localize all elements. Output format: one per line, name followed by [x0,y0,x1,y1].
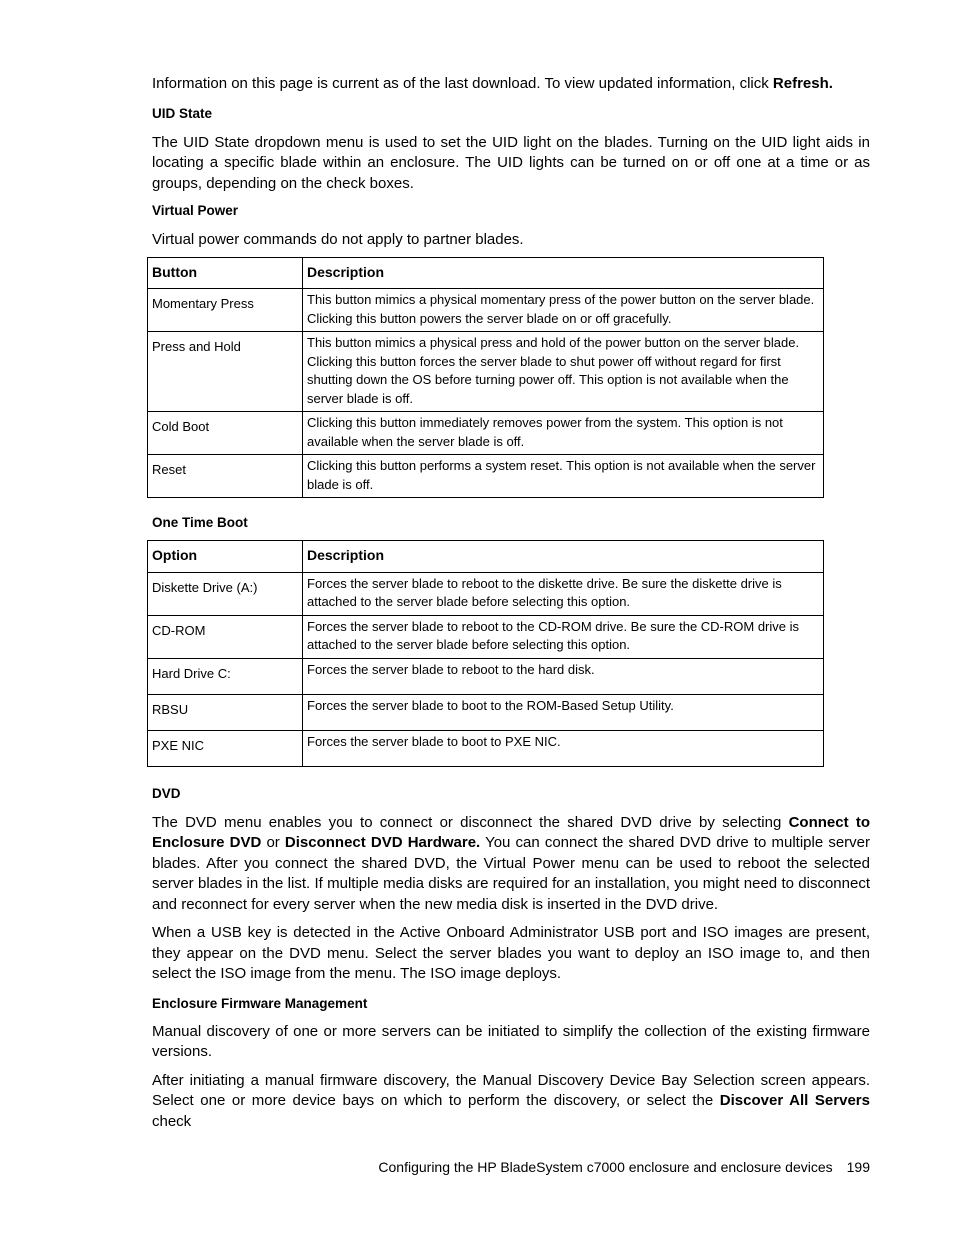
table-cell: CD-ROM [148,615,303,658]
table-header-cell: Option [148,541,303,573]
table-cell: Forces the server blade to reboot to the hard disk. [303,658,824,694]
enclosure-firmware-paragraph-2: After initiating a manual firmware discovery, the Manual Discovery Device Bay Selection screen appears. Select one or more device bays on which to perform the discovery, or select the Discover All Servers check [152,1071,870,1130]
table-cell: Press and Hold [148,332,303,412]
virtual-power-paragraph: Virtual power commands do not apply to partner blades. [152,231,524,248]
table-header-cell: Description [303,257,824,289]
table-cell: Forces the server blade to boot to the ROM-Based Setup Utility. [303,694,824,730]
enclosure-firmware-paragraph-1: Manual discovery of one or more servers can be initiated to simplify the collection of the existing firmware versions. [152,1022,870,1060]
table-cell: RBSU [148,694,303,730]
table-cell: Cold Boot [148,412,303,455]
table-header-row [148,257,824,289]
table-row [148,730,824,766]
table-cell: Reset [148,455,303,498]
one-time-boot-table [147,540,824,767]
uid-state-paragraph: The UID State dropdown menu is used to set the UID light on the blades. Turning on the UID light aids in locating a specific blade within an enclosure. The UID lights can be turned on or off one at a time or as groups, depending on the check boxes. [152,133,870,192]
table-cell: Forces the server blade to reboot to the CD-ROM drive. Be sure the CD-ROM drive is attached to the server blade before selecting this option. [303,615,824,658]
table-row [148,332,824,412]
uid-state-heading: UID State [152,105,213,121]
table-row [148,615,824,658]
one-time-boot-heading: One Time Boot [152,515,248,530]
intro-paragraph: Information on this page is current as of the last download. To view updated information, click Refresh. [152,75,833,92]
table-cell: Clicking this button immediately removes power from the system. This option is not available when the server blade is off. [303,412,824,455]
refresh-term: Refresh. [772,75,833,92]
table-cell: Diskette Drive (A:) [148,572,303,615]
table-row [148,455,824,498]
connect-to-enclosure-dvd-term: Connect to Enclosure DVD [152,813,870,851]
discover-all-servers-term: Discover All Servers [719,1092,870,1109]
table-cell: Hard Drive C: [148,658,303,694]
table-header-row [148,541,824,573]
table-cell: PXE NIC [148,730,303,766]
page-number: 199 [846,1159,870,1175]
table-row [148,658,824,694]
table-cell: Forces the server blade to reboot to the diskette drive. Be sure the diskette drive is attached to the server blade before selecting this option. [303,572,824,615]
dvd-paragraph-1: The DVD menu enables you to connect or disconnect the shared DVD drive by selecting Connect to Enclosure DVD or Disconnect DVD Hardware. You can connect the shared DVD drive to multiple server blades. After you connect the shared DVD, the Virtual Power menu can be used to reboot the selected server blades in the list. If multiple media disks are required for an installation, you might need to disconnect and reconnect for every server when the new media disk is inserted in the DVD drive. [152,813,870,913]
table-header-cell: Button [148,257,303,289]
table-cell: Forces the server blade to boot to PXE NIC. [303,730,824,766]
table-row [148,572,824,615]
table-cell: Clicking this button performs a system reset. This option is not available when the server blade is off. [303,455,824,498]
table-cell: This button mimics a physical press and hold of the power button on the server blade. Clicking this button forces the server blade to shut power off without regard for first shutting down the OS before turning power off. This option is not available when the server blade is off. [303,332,824,412]
table-cell: Momentary Press [148,289,303,332]
disconnect-dvd-hardware-term: Disconnect DVD Hardware. [284,834,481,851]
virtual-power-table [147,257,824,499]
table-row [148,412,824,455]
page-footer [152,1158,870,1176]
virtual-power-heading: Virtual Power [152,203,239,218]
footer-title: Configuring the HP BladeSystem c7000 enclosure and enclosure devices [378,1159,833,1175]
table-header-cell: Description [303,541,824,573]
dvd-paragraph-2: When a USB key is detected in the Active Onboard Administrator USB port and ISO images are present, they appear on the DVD menu. Select the server blades you want to deploy an ISO image to, and then select the ISO image from the menu. The ISO image deploys. [152,924,870,982]
enclosure-firmware-heading: Enclosure Firmware Management [152,995,368,1011]
table-row [148,289,824,332]
table-cell: This button mimics a physical momentary press of the power button on the server blade. Clicking this button powers the server blade on or off gracefully. [303,289,824,332]
table-row [148,694,824,730]
dvd-heading: DVD [152,785,181,801]
page-content [152,74,870,1132]
